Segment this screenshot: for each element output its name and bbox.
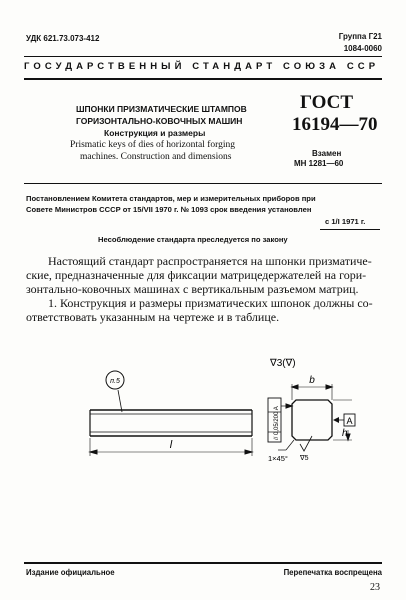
law-warning: Несоблюдение стандарта преследуется по закону [98,235,288,244]
registry-code: 1084-0060 [343,44,382,53]
gost-label: ГОСТ [300,92,354,113]
replaces-label: Взамен [312,149,342,158]
chamfer-label: 1×45° [268,454,288,463]
group-code: Группа Г21 [338,32,382,41]
clause1-line2: ответствовать указанным на чертеже и в таблице. [26,310,280,324]
finish-mark: ∇5 [300,455,309,462]
header-rule-top [24,56,382,57]
title-ru-subtitle: Конструкция и размеры [104,128,206,138]
datum-label: A [346,416,353,426]
title-en-line1: Prismatic keys of dies of horizontal forging [70,140,235,150]
height-dimension-label: h [342,428,348,439]
title-rule [24,183,382,184]
decree-line1: Постановлением Комитета стандартов, мер и измерительных приборов при [26,194,316,203]
title-ru-line2: ГОРИЗОНТАЛЬНО-КОВОЧНЫХ МАШИН [76,116,243,126]
title-en-line2: machines. Construction and dimensions [80,152,232,162]
page-number: 23 [370,582,380,593]
footer-rule [24,562,382,564]
surface-roughness-symbol: ∇3(∇) [270,358,296,369]
gost-number: 16194—70 [292,114,378,135]
key-section-view [268,384,355,451]
clause1-line1: 1. Конструкция и размеры призматических шпонок должны со- [48,296,373,310]
parallelism-tolerance: // 0,05/200 A [274,406,280,440]
header-rule-bottom [24,78,382,80]
callout-text: п.5 [110,378,120,385]
length-dimension-label: l [169,439,173,451]
official-edition: Издание официальное [26,568,115,577]
udk-code: УДК 621.73.073-412 [26,34,100,43]
decree-underline [320,229,380,230]
intro-paragraph [26,254,382,324]
callout-circle [106,371,124,389]
decree-line3: с 1/I 1971 г. [325,217,366,226]
reprint-prohibited: Перепечатка воспрещена [283,568,382,577]
width-dimension-label: b [309,375,315,386]
intro-line3: зонтально-ковочных машинах с вертикальным разъемом матриц. [26,282,359,296]
key-technical-drawing [0,340,406,490]
replaces-value: МН 1281—60 [294,159,344,168]
state-standard-banner: ГОСУДАРСТВЕННЫЙ СТАНДАРТ СОЮЗА ССР [24,61,380,72]
intro-line1: Настоящий стандарт распространяется на шпонки призматиче- [48,254,372,268]
title-ru-line1: ШПОНКИ ПРИЗМАТИЧЕСКИЕ ШТАМПОВ [76,104,247,114]
decree-line2: Совете Министров СССР от 15/VII 1970 г. № 1093 срок введения установлен [26,205,312,214]
intro-line2: ские, предназначенные для фиксации матрицедержателей на гори- [26,268,367,282]
